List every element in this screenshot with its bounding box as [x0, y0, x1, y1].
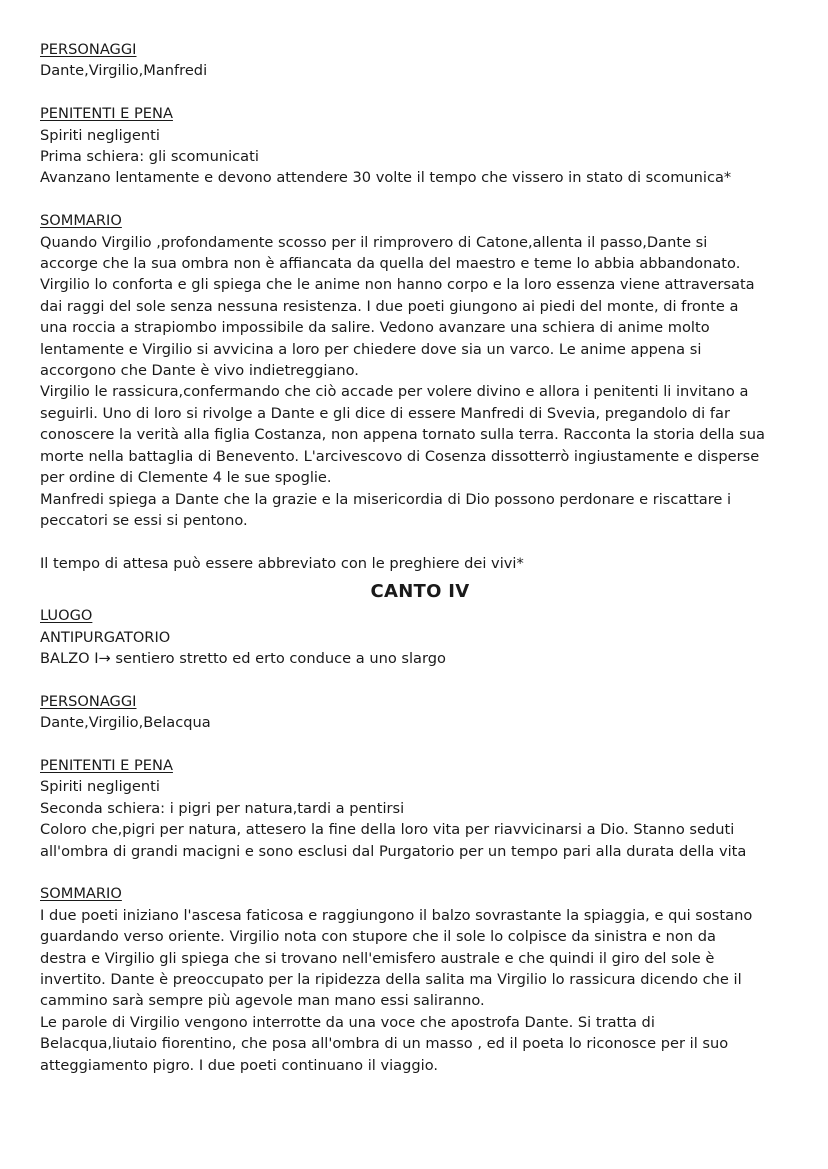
canto-sommario-line: Belacqua,liutaio fiorentino, che posa all'ombra di un masso , ed il poeta lo riconosce per il suo: [40, 1035, 729, 1053]
luogo-heading: LUOGO: [40, 607, 93, 625]
sommario-line: dai raggi del sole senza nessuna resistenza. I due poeti giungono ai piedi del monte, di fronte a: [40, 297, 739, 315]
prayer-note: Il tempo di attesa può essere abbreviato con le preghiere dei vivi*: [40, 554, 524, 572]
sommario-line: peccatori se essi si pentono.: [40, 511, 248, 529]
sommario-line: una roccia a strapiombo impossibile da salire. Vedono avanzare una schiera di anime molto: [40, 319, 710, 337]
personaggi-text: Dante,Virgilio,Manfredi: [40, 62, 208, 80]
sommario-line: Quando Virgilio ,profondamente scosso per il rimprovero di Catone,allenta il passo,Dante si: [40, 233, 708, 251]
penitenti-line: Avanzano lentamente e devono attendere 30 volte il tempo che vissero in stato di scomunica*: [40, 169, 732, 187]
penitenti-line: Prima schiera: gli scomunicati: [40, 148, 259, 166]
canto-sommario-line: I due poeti iniziano l'ascesa faticosa e raggiungono il balzo sovrastante la spiaggia, e qui sostano: [40, 906, 753, 924]
canto-personaggi-heading: PERSONAGGI: [40, 692, 137, 710]
sommario-line: morte nella battaglia di Benevento. L'arcivescovo di Cosenza dissotterrò ingiustamente e disperse: [40, 447, 760, 465]
sommario-line: Manfredi spiega a Dante che la grazie e la misericordia di Dio possono perdonare e riscattare i: [40, 490, 732, 508]
canto-sommario-line: guardando verso oriente. Virgilio nota con stupore che il sole lo colpisce da sinistra e non da: [40, 928, 716, 946]
luogo-line: BALZO I→ sentiero stretto ed erto conduce a uno slargo: [40, 649, 446, 667]
canto-sommario-line: Le parole di Virgilio vengono interrotte da una voce che apostrofa Dante. Si tratta di: [40, 1013, 655, 1031]
sommario-line: Virgilio lo conforta e gli spiega che le anime non hanno corpo e la loro essenza viene attraversata: [40, 276, 755, 294]
penitenti-line: Spiriti negligenti: [40, 126, 160, 144]
canto-sommario-line: destra e Virgilio gli spiega che si trovano nell'emisfero australe e che quindi il giro del sole è: [40, 949, 715, 967]
canto-sommario-line: atteggiamento pigro. I due poeti continuano il viaggio.: [40, 1056, 439, 1074]
canto-sommario-line: invertito. Dante è preoccupato per la ripidezza della salita ma Virgilio lo rassicura dicendo che il: [40, 970, 742, 988]
document-page: [40, 39, 800, 1076]
sommario-line: seguirli. Uno di loro si rivolge a Dante e gli dice di essere Manfredi di Svevia, pregandolo di far: [40, 404, 730, 422]
sommario-line: lentamente e Virgilio si avvicina a loro per chiedere dove sia un varco. Le anime appena si: [40, 340, 702, 358]
sommario-line: conoscere la verità alla figlia Costanza, non appena tornato sulla terra. Racconta la storia della sua: [40, 426, 765, 444]
canto-penitenti-line: all'ombra di grandi macigni e sono esclusi dal Purgatorio per un tempo pari alla durata della vita: [40, 842, 747, 860]
canto-personaggi-text: Dante,Virgilio,Belacqua: [40, 714, 211, 732]
sommario-line: Virgilio le rassicura,confermando che ciò accade per volere divino e allora i penitenti li invitano a: [40, 383, 749, 401]
canto-penitenti-line: Coloro che,pigri per natura, attesero la fine della loro vita per riavvicinarsi a Dio. Stanno seduti: [40, 821, 735, 839]
canto-penitenti-line: Spiriti negligenti: [40, 778, 160, 796]
luogo-line: ANTIPURGATORIO: [40, 628, 171, 646]
canto-sommario-heading: SOMMARIO: [40, 885, 122, 903]
sommario-line: per ordine di Clemente 4 le sue spoglie.: [40, 469, 332, 487]
canto-penitenti-heading: PENITENTI E PENA: [40, 756, 173, 774]
canto-title: CANTO IV: [370, 581, 470, 603]
sommario-heading: SOMMARIO: [40, 212, 122, 230]
sommario-line: accorge che la sua ombra non è affiancata da quella del maestro e teme lo abbia abbandonato.: [40, 255, 741, 273]
penitenti-heading: PENITENTI E PENA: [40, 105, 173, 123]
canto-sommario-line: cammino sarà sempre più agevole man mano essi saliranno.: [40, 992, 485, 1010]
sommario-line: accorgono che Dante è vivo indietreggiano.: [40, 362, 359, 380]
personaggi-heading: PERSONAGGI: [40, 41, 137, 58]
canto-penitenti-line: Seconda schiera: i pigri per natura,tardi a pentirsi: [40, 799, 405, 817]
